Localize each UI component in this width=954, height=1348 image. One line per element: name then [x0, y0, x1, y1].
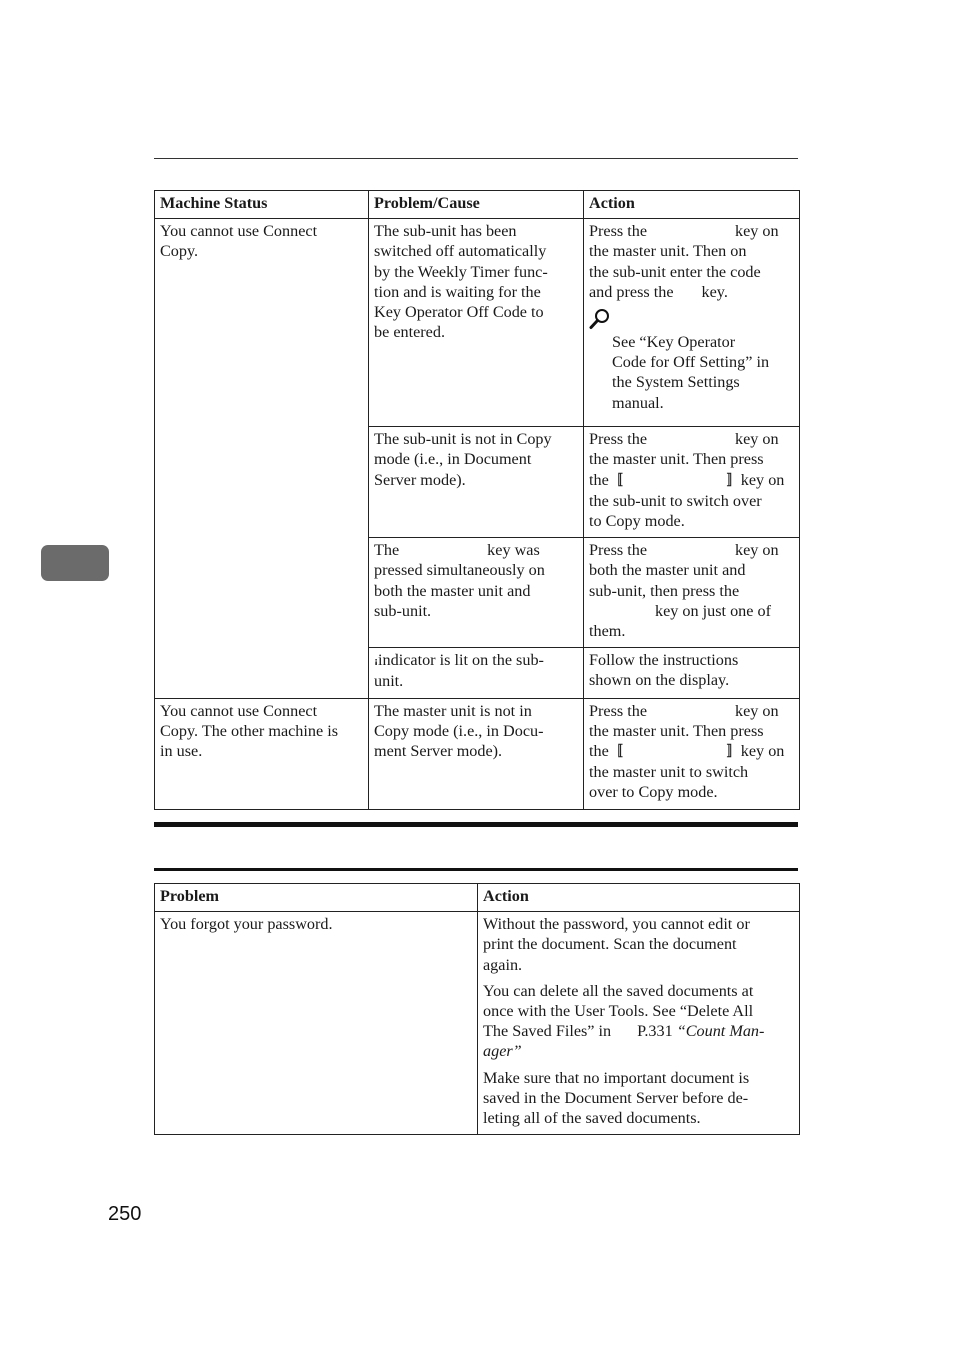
status-text: Copy. The other machine is — [160, 721, 339, 740]
right-bracket-icon: 〛 — [726, 744, 741, 761]
cause-text: indicator is lit on the sub- — [378, 651, 544, 670]
cause-text: mode (i.e., in Document — [374, 450, 532, 469]
cause-text: key was — [487, 541, 540, 560]
column-header-problem: Problem — [155, 884, 478, 912]
action-text: key on — [740, 470, 785, 489]
action-text: sub-unit, then press the — [589, 581, 740, 600]
magnifier-reference-icon — [589, 308, 611, 330]
cause-text: both the master unit and — [374, 581, 531, 600]
action-text: once with the User Tools. See “Delete All — [483, 1002, 754, 1021]
cause-text: The sub-unit is not in Copy — [374, 430, 552, 449]
action-cell — [584, 219, 800, 427]
cause-text: Key Operator Off Code to — [374, 303, 544, 322]
cause-text: ment Server mode). — [374, 742, 503, 761]
action-text: key on just one of — [655, 601, 771, 620]
cause-text: sub-unit. — [374, 601, 432, 620]
troubleshooting-table-document-server — [154, 883, 800, 1135]
table-header-row — [155, 191, 800, 219]
table-row — [155, 698, 800, 809]
reference-title: “Count Man- — [676, 1022, 765, 1041]
action-text: the — [589, 742, 609, 761]
cause-text: tion and is waiting for the — [374, 282, 541, 301]
column-header-action: Action — [478, 884, 800, 912]
action-text: the sub-unit to switch over — [589, 491, 762, 510]
action-text: Press the — [589, 701, 647, 720]
cause-text: Server mode). — [374, 470, 466, 489]
header-rule — [154, 158, 798, 159]
table-header-row — [155, 884, 800, 912]
action-line — [589, 701, 794, 721]
status-text: in use. — [160, 742, 203, 761]
page-reference-link[interactable]: P.331 — [637, 1022, 673, 1041]
chapter-tab — [41, 545, 109, 581]
action-line — [589, 429, 794, 449]
action-paragraph — [483, 981, 794, 1062]
action-text: key. — [701, 282, 728, 301]
action-text: Make sure that no important document is — [483, 1068, 750, 1087]
action-cell — [584, 538, 800, 648]
action-text: the master unit. Then on — [589, 242, 747, 261]
cause-cell — [369, 219, 584, 427]
action-line — [589, 282, 794, 302]
action-text: leting all of the saved documents. — [483, 1109, 701, 1128]
reference-text: manual. — [612, 393, 664, 412]
action-paragraph — [483, 1068, 794, 1129]
cause-cell — [369, 427, 584, 538]
cause-text: The master unit is not in — [374, 701, 532, 720]
column-header-problem-cause: Problem/Cause — [369, 191, 584, 219]
right-bracket-icon: 〛 — [726, 472, 741, 489]
subsection-rule — [154, 868, 798, 871]
action-text: key on — [735, 430, 779, 449]
action-text: to Copy mode. — [589, 512, 685, 531]
action-text: Follow the instructions — [589, 651, 739, 670]
action-text: Press the — [589, 222, 647, 241]
table-row — [155, 912, 800, 1135]
action-text: Without the password, you cannot edit or — [483, 915, 750, 934]
action-text: key on — [735, 701, 779, 720]
action-text: the sub-unit enter the code — [589, 262, 761, 281]
reference-text: the System Settings — [612, 373, 740, 392]
status-text: You cannot use Connect — [160, 701, 318, 720]
action-cell — [584, 698, 800, 809]
action-text: key on — [735, 541, 779, 560]
reference-note — [589, 332, 794, 413]
problem-cell — [155, 912, 478, 1135]
action-line — [483, 1041, 794, 1061]
action-text: and press the — [589, 282, 674, 301]
action-text: both the master unit and — [589, 561, 746, 580]
status-text: You cannot use Connect — [160, 222, 318, 241]
action-line — [589, 601, 794, 621]
action-text: again. — [483, 955, 523, 974]
machine-status-cell — [155, 698, 369, 809]
action-text: saved in the Document Server before de- — [483, 1088, 749, 1107]
column-header-action: Action — [584, 191, 800, 219]
cause-text: unit. — [374, 672, 404, 691]
reference-title: ager” — [483, 1042, 522, 1061]
action-paragraph — [483, 914, 794, 975]
table-row — [155, 219, 800, 427]
action-text: the master unit to switch — [589, 763, 749, 782]
page-number: 250 — [108, 1203, 142, 1225]
cause-text: pressed simultaneously on — [374, 561, 545, 580]
cause-line — [374, 540, 578, 560]
cause-text: The sub-unit has been — [374, 222, 517, 241]
action-line — [589, 741, 794, 762]
cause-text: by the Weekly Timer func- — [374, 262, 548, 281]
section-divider — [154, 822, 798, 827]
left-bracket-icon: 〚 — [608, 744, 623, 761]
cause-text: Copy mode (i.e., in Docu- — [374, 721, 544, 740]
action-text: Press the — [589, 430, 647, 449]
action-line — [589, 470, 794, 491]
action-line — [589, 540, 794, 560]
action-text: print the document. Scan the document — [483, 935, 737, 954]
action-line — [589, 221, 794, 241]
cause-text: be entered. — [374, 323, 446, 342]
action-line — [483, 1021, 794, 1041]
action-text: the — [589, 470, 609, 489]
action-text: the master unit. Then press — [589, 450, 764, 469]
column-header-machine-status: Machine Status — [155, 191, 369, 219]
machine-status-cell — [155, 219, 369, 698]
action-text: You can delete all the saved documents at — [483, 981, 754, 1000]
action-text: shown on the display. — [589, 671, 730, 690]
action-text: them. — [589, 622, 626, 641]
troubleshooting-table-connect-copy — [154, 190, 800, 810]
cause-text: switched off automatically — [374, 242, 547, 261]
service-wrench-icon: ꜟ — [374, 653, 379, 670]
action-cell — [478, 912, 800, 1135]
action-text: The Saved Files” in — [483, 1022, 612, 1041]
problem-text: You forgot your password. — [160, 915, 333, 934]
action-text: key on — [740, 742, 785, 761]
action-text: Press the — [589, 541, 647, 560]
cause-cell — [369, 538, 584, 648]
cause-text: The — [374, 541, 400, 560]
cause-cell — [369, 648, 584, 698]
cause-cell — [369, 698, 584, 809]
action-text: over to Copy mode. — [589, 783, 718, 802]
reference-text: See “Key Operator — [612, 333, 736, 352]
action-cell — [584, 648, 800, 698]
action-cell — [584, 427, 800, 538]
action-text: the master unit. Then press — [589, 721, 764, 740]
action-text: key on — [735, 222, 779, 241]
status-text: Copy. — [160, 242, 199, 261]
reference-text: Code for Off Setting” in — [612, 353, 770, 372]
left-bracket-icon: 〚 — [608, 472, 623, 489]
cause-line — [374, 650, 578, 671]
